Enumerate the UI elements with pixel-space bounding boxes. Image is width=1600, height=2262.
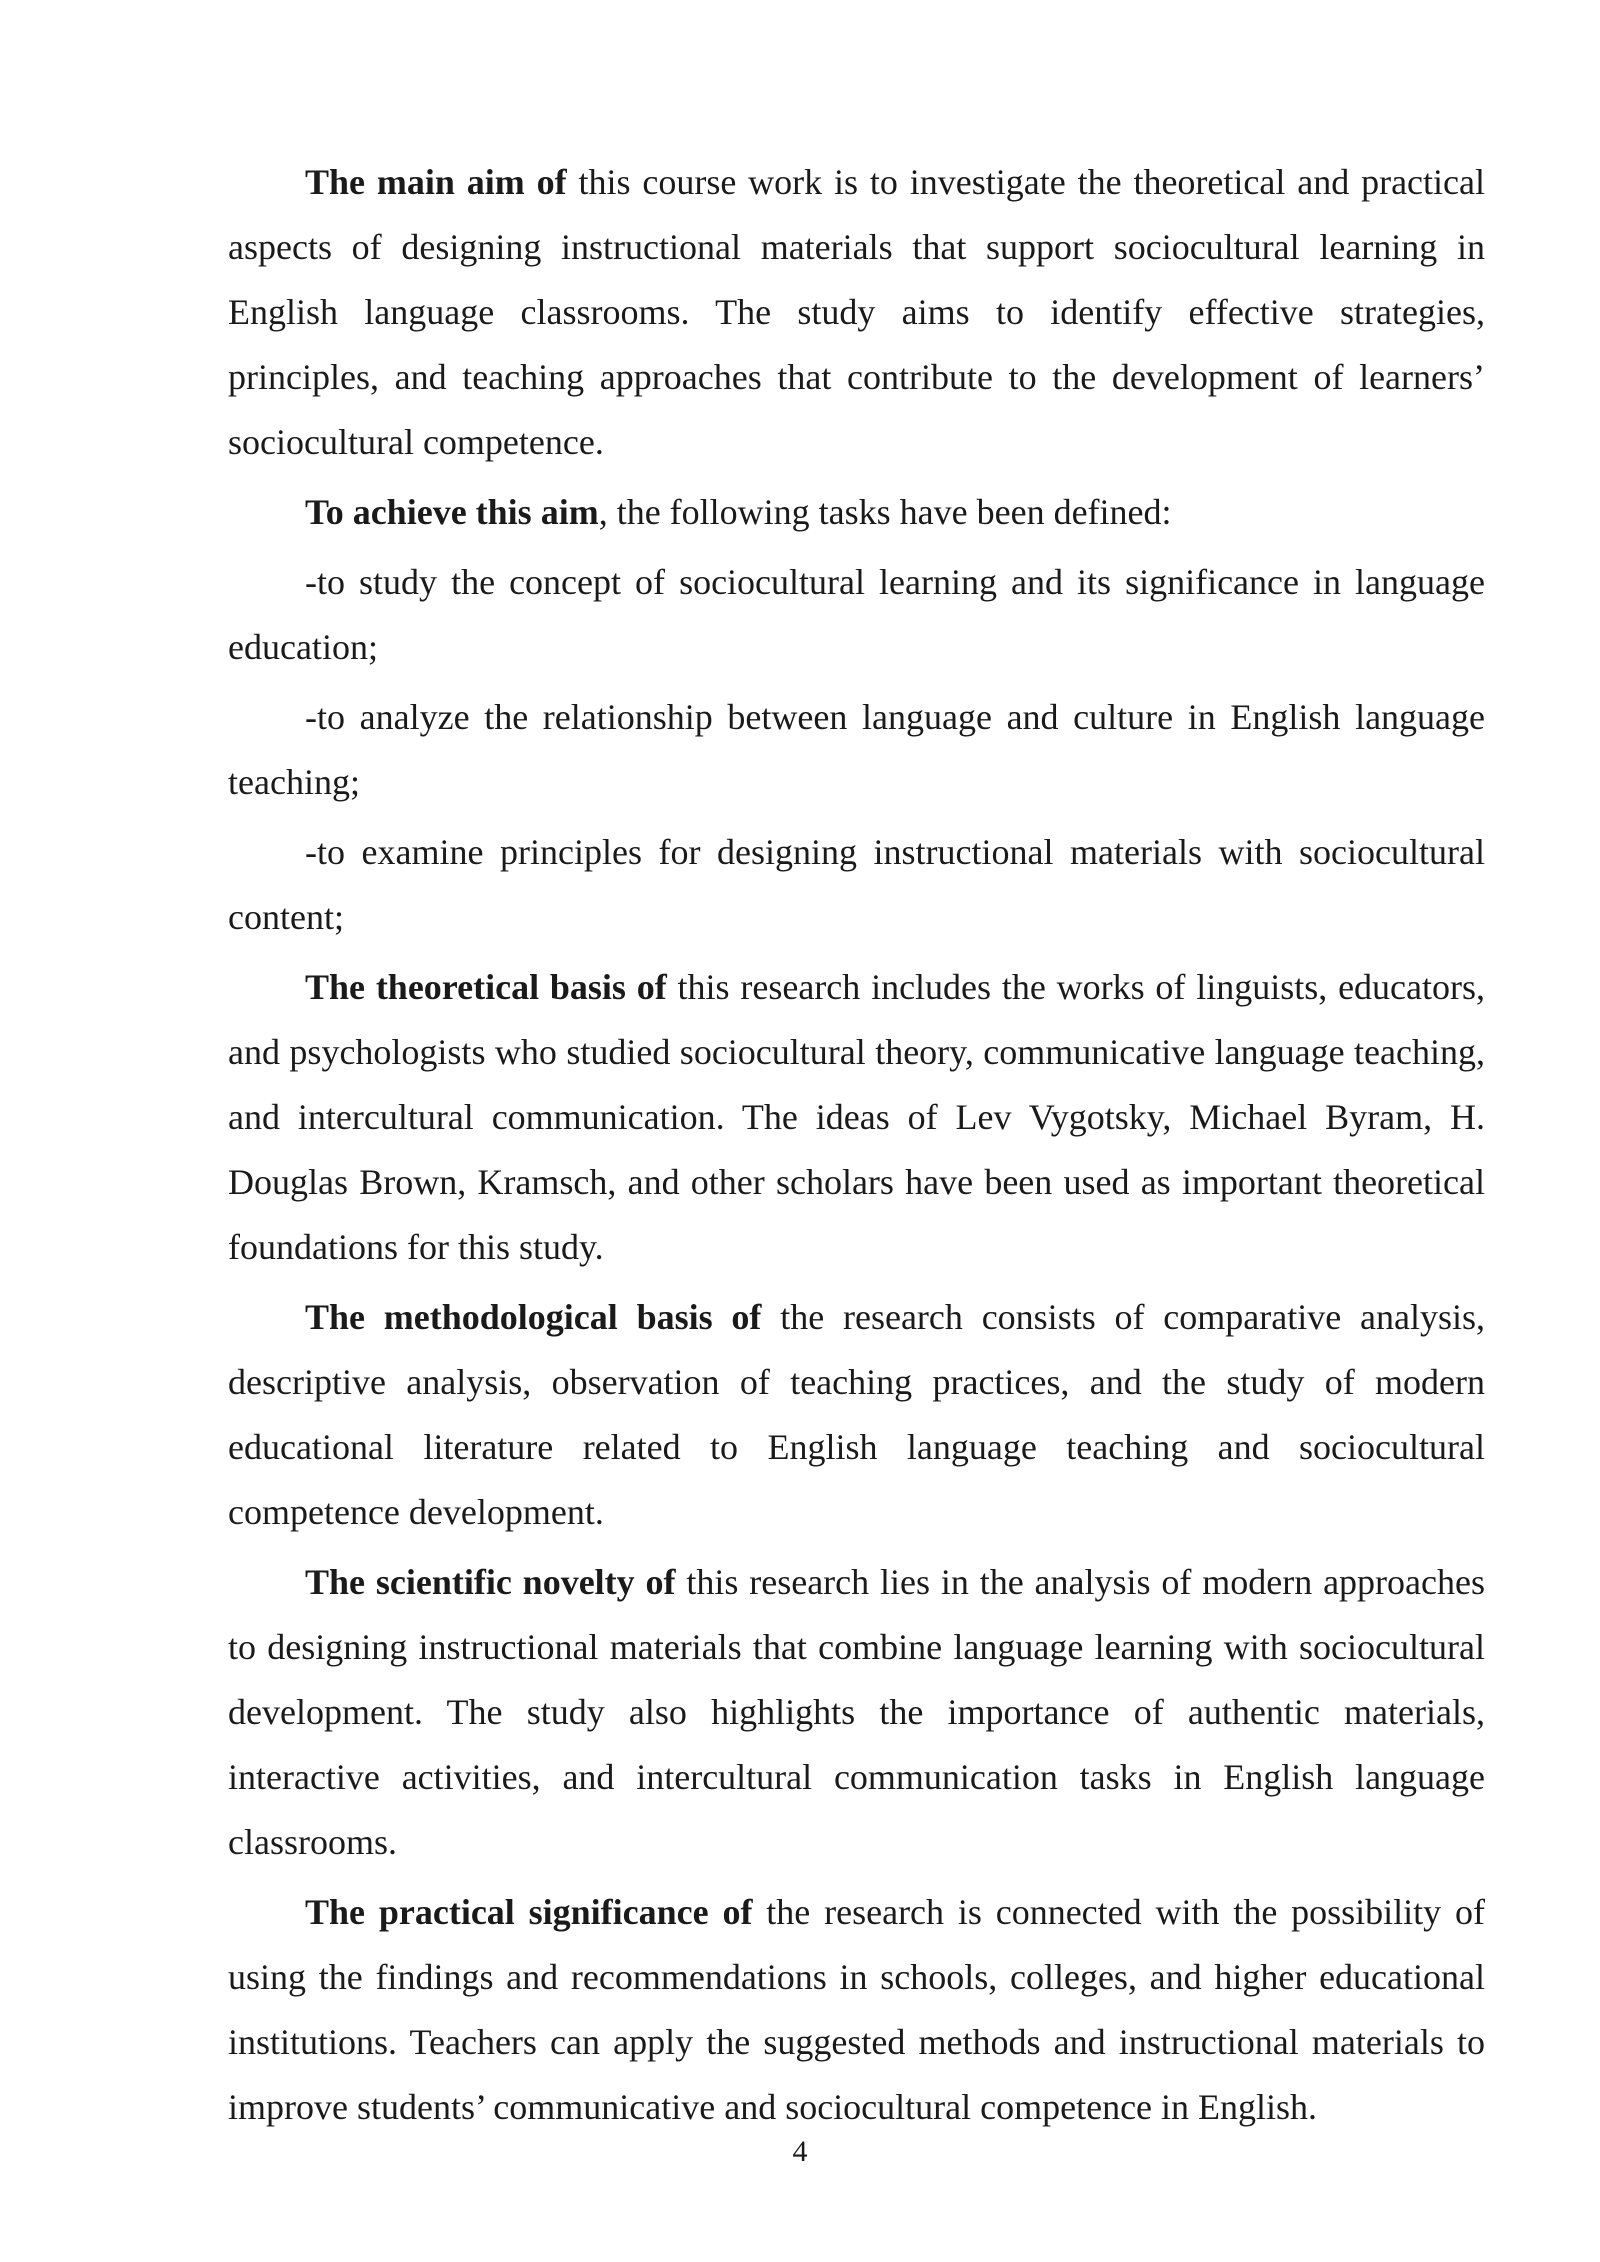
paragraph-scientific-novelty <box>228 1550 1485 1875</box>
paragraph-text: this research includes the works of linguists, educators, and psychologists who studied sociocultural theory, communicative language teaching, and intercultural communication. The ideas of Lev Vygotsky, Michael Byram, H. Douglas Brown, Kramsch, and other scholars have been used as important theoretical foundations for this study. <box>228 967 1486 1267</box>
paragraph-main-aim <box>228 150 1485 475</box>
paragraph-tasks-intro <box>228 480 1485 545</box>
paragraph-lead: The methodological basis of <box>305 1297 762 1337</box>
paragraph-text: , the following tasks have been defined: <box>598 492 1172 532</box>
paragraph-text: the research is connected with the possibility of using the findings and recommendations in schools, colleges, and higher educational institutions. Teachers can apply the suggested methods and instructional materials to improve students’ communicative and sociocultural competence in English. <box>228 1892 1486 2127</box>
paragraph-lead: The practical significance of <box>305 1892 753 1932</box>
task-item-1 <box>228 550 1485 680</box>
paragraph-practical-significance <box>228 1880 1485 2140</box>
task-text: -to study the concept of sociocultural learning and its significance in language education; <box>228 562 1485 667</box>
task-item-2 <box>228 685 1485 815</box>
paragraph-theoretical-basis <box>228 955 1485 1280</box>
paragraph-lead: To achieve this aim <box>305 492 599 532</box>
paragraph-lead: The main aim of <box>305 162 567 202</box>
paragraph-lead: The theoretical basis of <box>305 967 667 1007</box>
paragraph-text: the research consists of comparative analysis, descriptive analysis, observation of teaching practices, and the study of modern educational literature related to English language teaching and sociocultural competence development. <box>228 1297 1485 1532</box>
paragraph-text: this course work is to investigate the theoretical and practical aspects of designing instructional materials that support sociocultural learning in English language classrooms. The study aims to identify effective strategies, principles, and teaching approaches that contribute to the development of learners’ sociocultural competence. <box>228 162 1485 462</box>
paragraph-lead: The scientific novelty of <box>305 1562 676 1602</box>
task-text: -to examine principles for designing instructional materials with sociocultural content; <box>228 832 1485 937</box>
page-number: 4 <box>792 2135 808 2168</box>
task-item-3 <box>228 820 1485 950</box>
task-text: -to analyze the relationship between language and culture in English language teaching; <box>228 697 1485 802</box>
paragraph-methodological-basis <box>228 1285 1485 1545</box>
paragraph-text: this research lies in the analysis of modern approaches to designing instructional materials that combine language learning with sociocultural development. The study also highlights the importance of authentic materials, interactive activities, and intercultural communication tasks in English language classrooms. <box>228 1562 1485 1862</box>
